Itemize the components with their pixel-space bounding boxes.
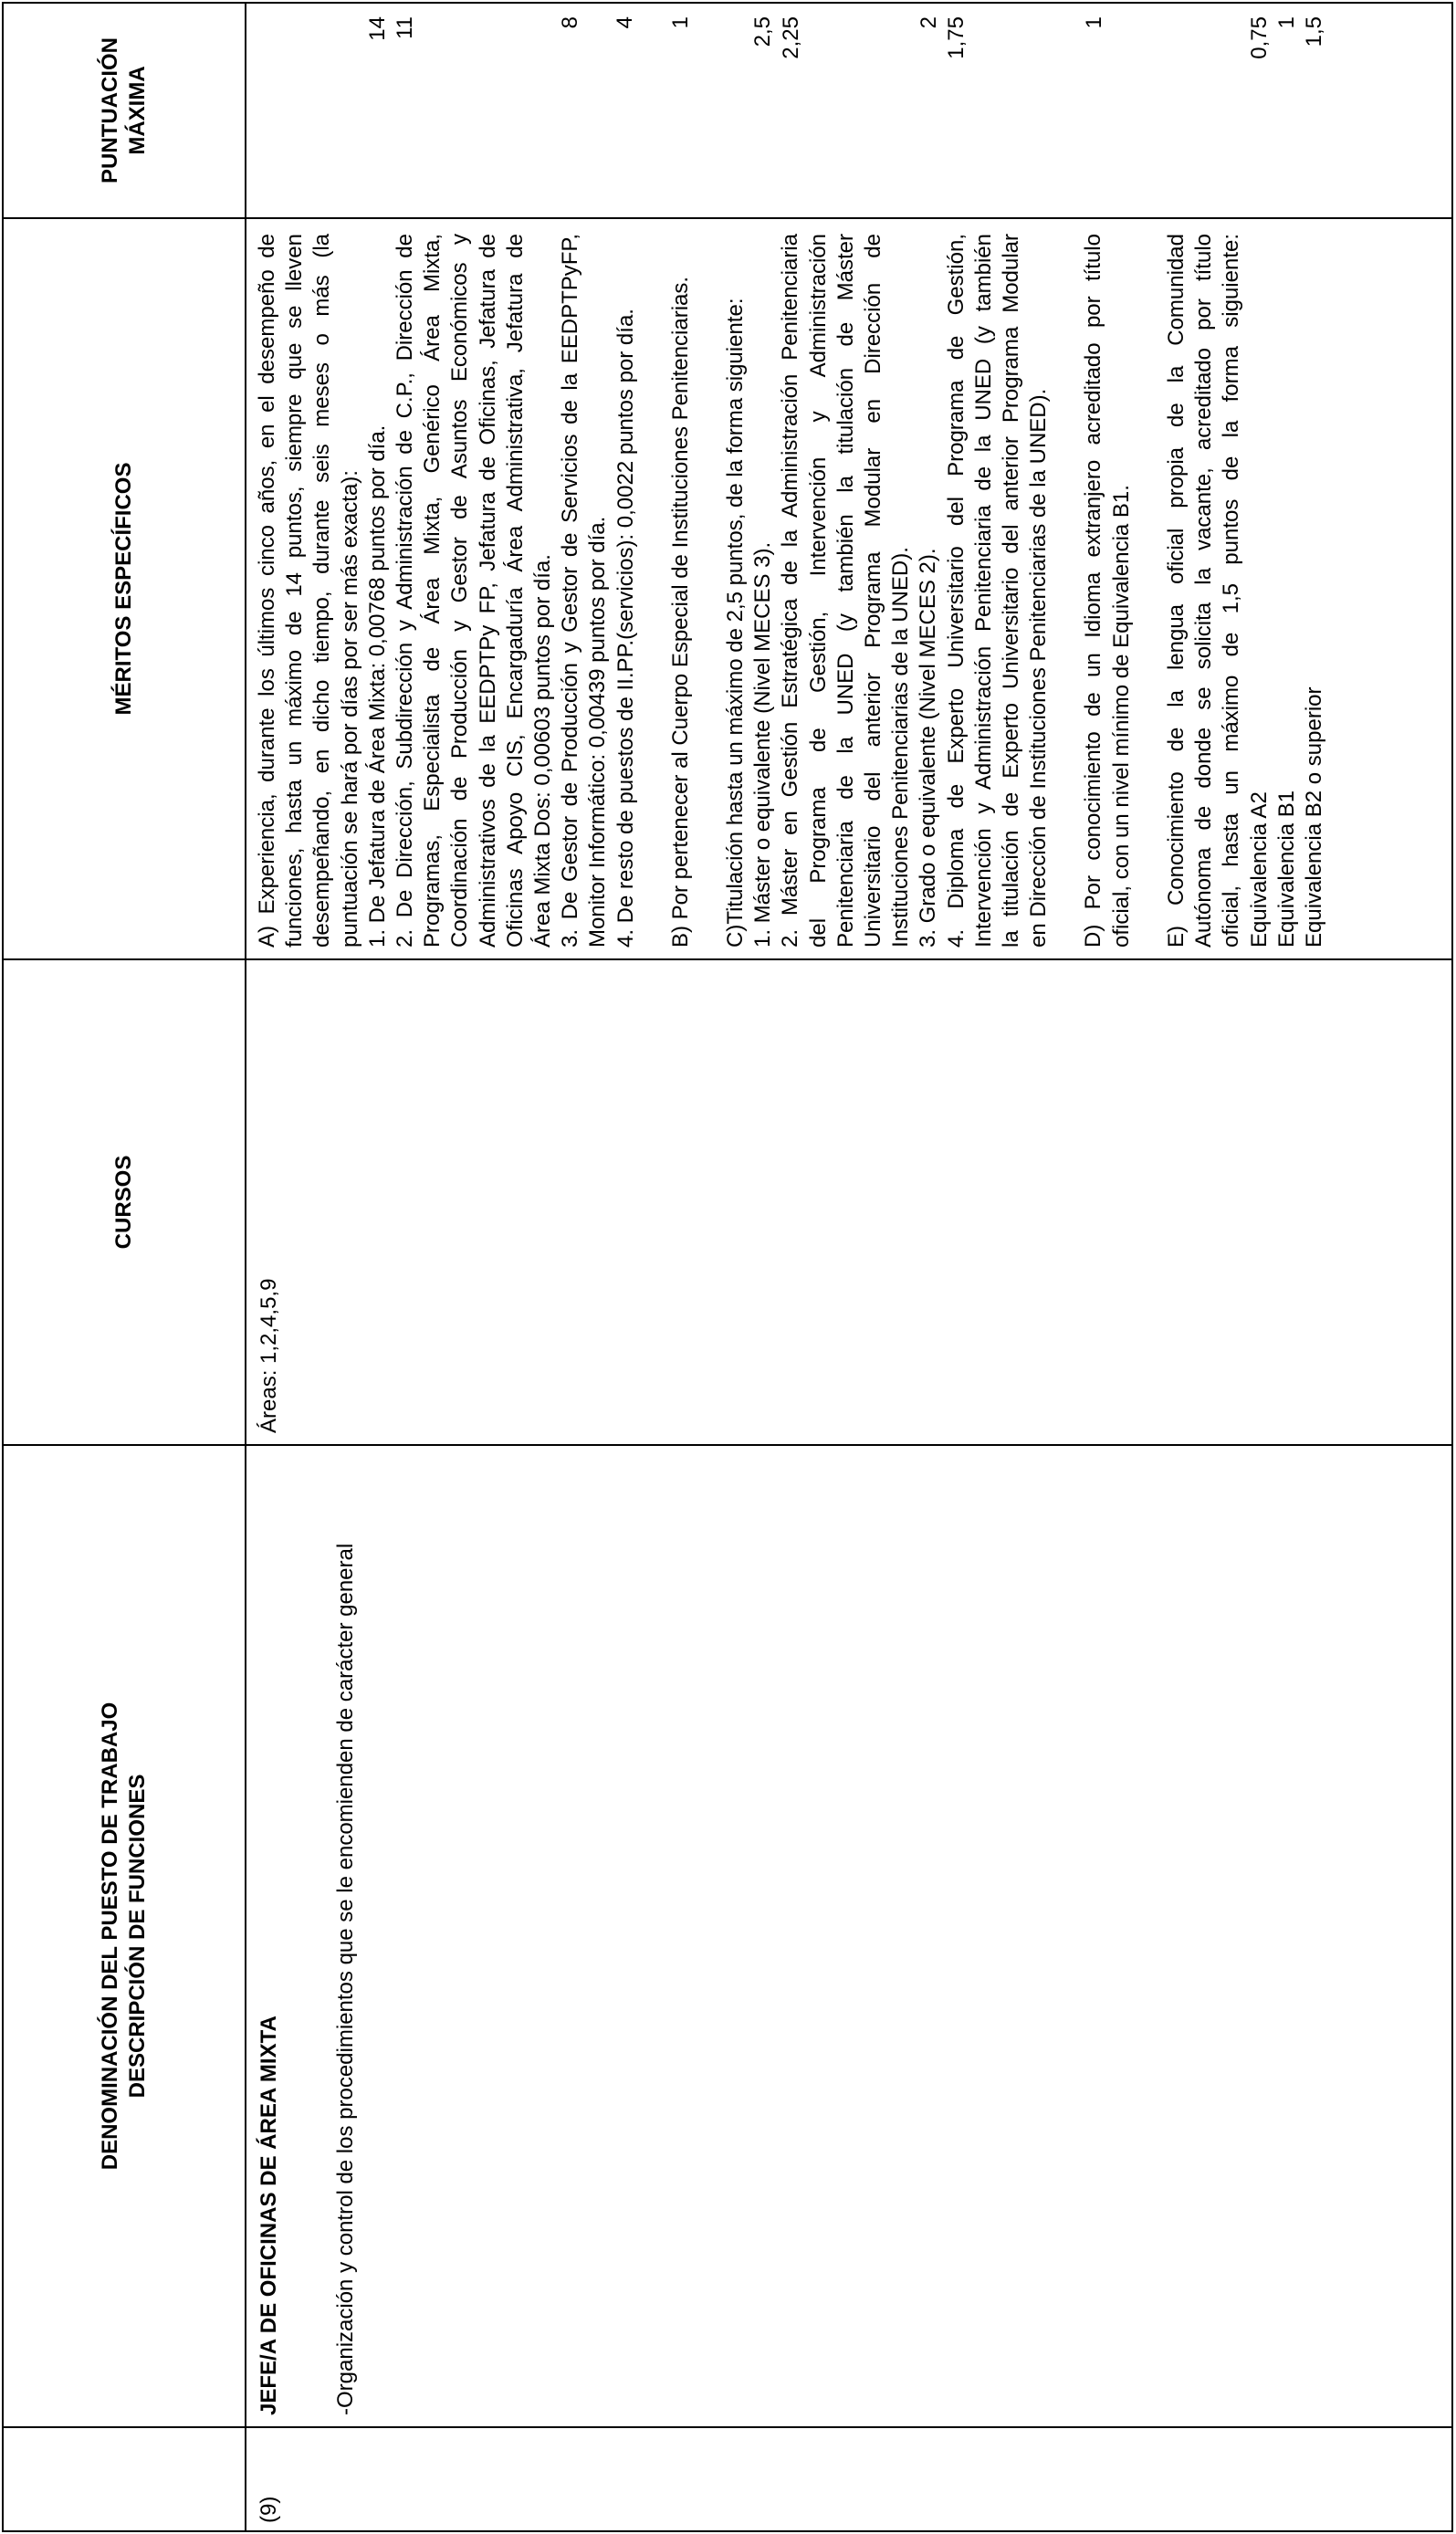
merit-line: D) Por conocimiento de un Idioma extranjero acreditado por título — [1081, 234, 1106, 948]
spacer — [998, 16, 1025, 208]
spacer — [337, 16, 364, 208]
merit-line: Universitario del anterior Programa Modular en Dirección de — [861, 234, 886, 948]
merit-line: 3. Grado o equivalente (Nivel MECES 2). — [916, 548, 941, 948]
score-value: 1,5 — [1302, 16, 1327, 47]
merit-line: 2. Máster en Gestión Estratégica de la Administración Penitenciaria — [778, 234, 803, 948]
merit-line: 2. De Dirección, Subdirección y Administración de C.P., Dirección de — [393, 234, 418, 948]
merit-line: puntuación se hará por días por ser más exacta): — [337, 470, 362, 948]
merit-line: Programas, Especialista de Área Mixta, Genérico Área Mixta, — [420, 234, 445, 948]
merit-line: Coordinación de Producción y Gestor de Asuntos Económicos y — [447, 234, 473, 948]
puntuacion-cell — [246, 3, 1452, 218]
merit-line: Monitor Informático: 0,00439 puntos por día. — [585, 516, 611, 948]
merit-line: en Dirección de Instituciones Penitenciarias de la UNED). — [1026, 388, 1052, 948]
score-value: 11 — [392, 16, 417, 39]
header-puntuacion-line: PUNTUACIÓN — [98, 37, 122, 183]
spacer — [1163, 16, 1190, 208]
score-value: 0,75 — [1246, 16, 1272, 59]
merit-line: E) Conocimiento de la lengua oficial propia de la Comunidad — [1163, 234, 1189, 948]
spacer — [1108, 16, 1136, 208]
merit-line: oficial, con un nivel mínimo de Equivalencia B1. — [1108, 485, 1134, 948]
spacer — [887, 16, 915, 208]
spacer — [1219, 16, 1246, 208]
merit-line: Oficinas Apoyo CIS, Encargaduría Área Administrativa, Jefatura de — [502, 234, 528, 948]
spacer — [1190, 16, 1218, 208]
merit-line: 1. De Jefatura de Área Mixta: 0,00768 puntos por día. — [364, 424, 390, 948]
spacer — [1136, 16, 1163, 208]
spacer — [1025, 16, 1053, 208]
table-row — [246, 3, 1452, 2531]
spacer — [475, 16, 502, 208]
merit-line: Penitenciaria de la UNED (y también la titulación de Máster — [833, 234, 858, 948]
spacer — [805, 16, 833, 208]
score-value: 1,75 — [943, 16, 969, 59]
header-puntuacion — [3, 3, 246, 218]
meritos-cell — [246, 218, 1452, 959]
spacer — [419, 16, 446, 208]
merit-line: 1. Máster o equivalente (Nivel MECES 3). — [750, 541, 776, 948]
merit-line: Área Mixta Dos: 0,00603 puntos por día. — [530, 554, 556, 948]
score-value: 1 — [667, 16, 693, 29]
header-denominacion-line: DESCRIPCIÓN DE FUNCIONES — [125, 1774, 150, 2099]
merit-line: desempeñando, en dicho tiempo, durante seis meses o más (la — [309, 234, 335, 948]
header-number — [3, 2427, 246, 2531]
spacer — [254, 16, 281, 208]
row-number: (9) — [246, 2427, 1452, 2531]
spacer — [695, 16, 722, 208]
spacer — [281, 16, 309, 208]
header-puntuacion-line: MÁXIMA — [125, 66, 150, 155]
merit-line: del Programa de Gestión, Intervención y Administración — [805, 234, 831, 948]
merit-line: 4. Diploma de Experto Universitario del Programa de Gestión, — [943, 234, 969, 948]
merit-line: Instituciones Penitenciarias de la UNED). — [888, 547, 914, 948]
spacer — [970, 16, 998, 208]
spacer — [860, 16, 887, 208]
merits-table — [2, 2, 1453, 2532]
spacer — [1053, 234, 1080, 948]
merit-line: Autónoma de donde se solicita la vacante, acreditado por título — [1191, 234, 1217, 948]
score-value: 1 — [1273, 16, 1299, 29]
cursos-cell: Áreas: 1,2,4,5,9 — [246, 959, 1452, 1445]
merit-line: Equivalencia B2 o superior — [1301, 686, 1326, 948]
job-description: -Organización y control de los procedimientos que se le encomienden de carácter general — [333, 1543, 358, 2415]
spacer — [695, 234, 722, 948]
header-meritos: MÉRITOS ESPECÍFICOS — [3, 218, 246, 959]
header-row — [3, 3, 246, 2531]
spacer — [640, 16, 667, 208]
merit-line: A) Experiencia, durante los últimos cinco años, en el desempeño de — [255, 234, 279, 948]
merit-line: C)Titulación hasta un máximo de 2,5 puntos, de la forma siguiente: — [723, 298, 749, 948]
job-title: JEFE/A DE OFICINAS DE ÁREA MIXTA — [257, 2016, 281, 2415]
merit-line: Administrativos de la EEDPTPy FP, Jefatura de Oficinas, Jefatura de — [475, 234, 500, 948]
merit-line: la titulación de Experto Universitario del anterior Programa Modular — [999, 234, 1024, 948]
spacer — [722, 16, 749, 208]
merit-line: 4. De resto de puestos de II.PP.(servicios): 0,0022 puntos por día. — [613, 309, 638, 948]
merit-line: 3. De Gestor de Producción y Gestor de Servicios de la EEDPTPyFP, — [558, 234, 583, 948]
merit-line: Equivalencia B1 — [1273, 790, 1299, 948]
score-value: 2 — [916, 16, 941, 29]
merit-line: Equivalencia A2 — [1246, 791, 1272, 948]
header-denominacion — [3, 1445, 246, 2427]
merit-line: oficial, hasta un máximo de 1,5 puntos de la forma siguiente: — [1219, 234, 1244, 948]
spacer — [640, 234, 667, 948]
score-value: 4 — [613, 16, 638, 29]
spacer — [1053, 16, 1080, 208]
spacer — [446, 16, 474, 208]
score-value: 8 — [558, 16, 583, 29]
merit-line: B) Por pertenecer al Cuerpo Especial de Instituciones Penitenciarias. — [667, 276, 693, 948]
spacer — [1136, 234, 1163, 948]
spacer — [584, 16, 612, 208]
spacer — [502, 16, 529, 208]
merit-line: funciones, hasta un máximo de 14 puntos, siempre que se lleven — [282, 234, 308, 948]
score-value: 2,25 — [778, 16, 803, 59]
header-denominacion-line: DENOMINACIÓN DEL PUESTO DE TRABAJO — [98, 1702, 122, 2171]
spacer — [833, 16, 860, 208]
score-value: 2,5 — [750, 16, 776, 47]
denominacion-cell — [246, 1445, 1452, 2427]
spacer — [309, 16, 336, 208]
merit-line: Intervención y Administración Penitenciaria de la UNED (y también — [970, 234, 996, 948]
header-cursos: CURSOS — [3, 959, 246, 1445]
spacer — [529, 16, 557, 208]
score-value: 14 — [364, 16, 390, 41]
score-value: 1 — [1081, 16, 1106, 29]
